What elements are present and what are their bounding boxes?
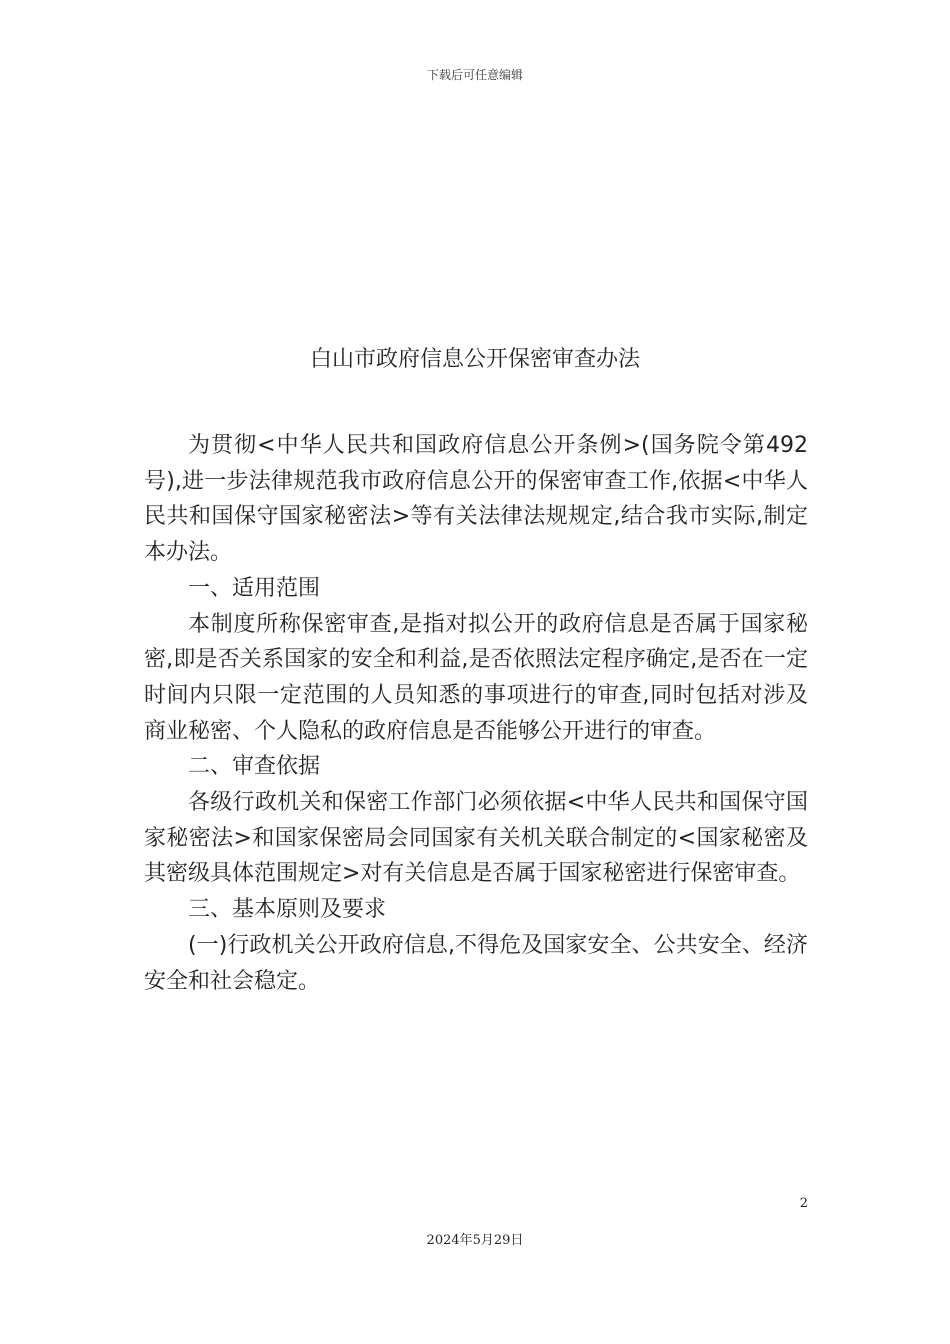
document-body (144, 428, 808, 999)
footer-date: 2024年5月29日 (426, 1233, 524, 1248)
paragraph-principle-1: (一)行政机关公开政府信息,不得危及国家安全、公共安全、经济安全和社会稳定。 (144, 932, 808, 994)
paragraph-scope: 本制度所称保密审查,是指对拟公开的政府信息是否属于国家秘密,即是否关系国家的安全和利益,是否依照法定程序确定,是否在一定时间内只限一定范围的人员知悉的事项进行的审查,同时包括对涉及商业秘密、个人隐私的政府信息是否能够公开进行的审查。 (144, 611, 808, 744)
paragraph-basis: 各级行政机关和保密工作部门必须依据<中华人民共和国保守国家秘密法>和国家保密局会同国家有关机关联合制定的<国家秘密及其密级具体范围规定>对有关信息是否属于国家秘密进行保密审查。 (144, 790, 808, 887)
paragraph-preamble: 为贯彻<中华人民共和国政府信息公开条例>(国务院令第492号),进一步法律规范我市政府信息公开的保密审查工作,依据<中华人民共和国保守国家秘密法>等有关法律法规规定,结合我市实际,制定本办法。 (144, 433, 808, 566)
header-note: 下载后可任意编辑 (426, 68, 523, 82)
document-title: 白山市政府信息公开保密审查办法 (309, 347, 640, 372)
section-heading-principles: 三、基本原则及要求 (188, 897, 387, 923)
section-heading-scope: 一、适用范围 (188, 575, 321, 601)
page-number: 2 (799, 1196, 808, 1211)
section-heading-basis: 二、审查依据 (188, 754, 321, 780)
